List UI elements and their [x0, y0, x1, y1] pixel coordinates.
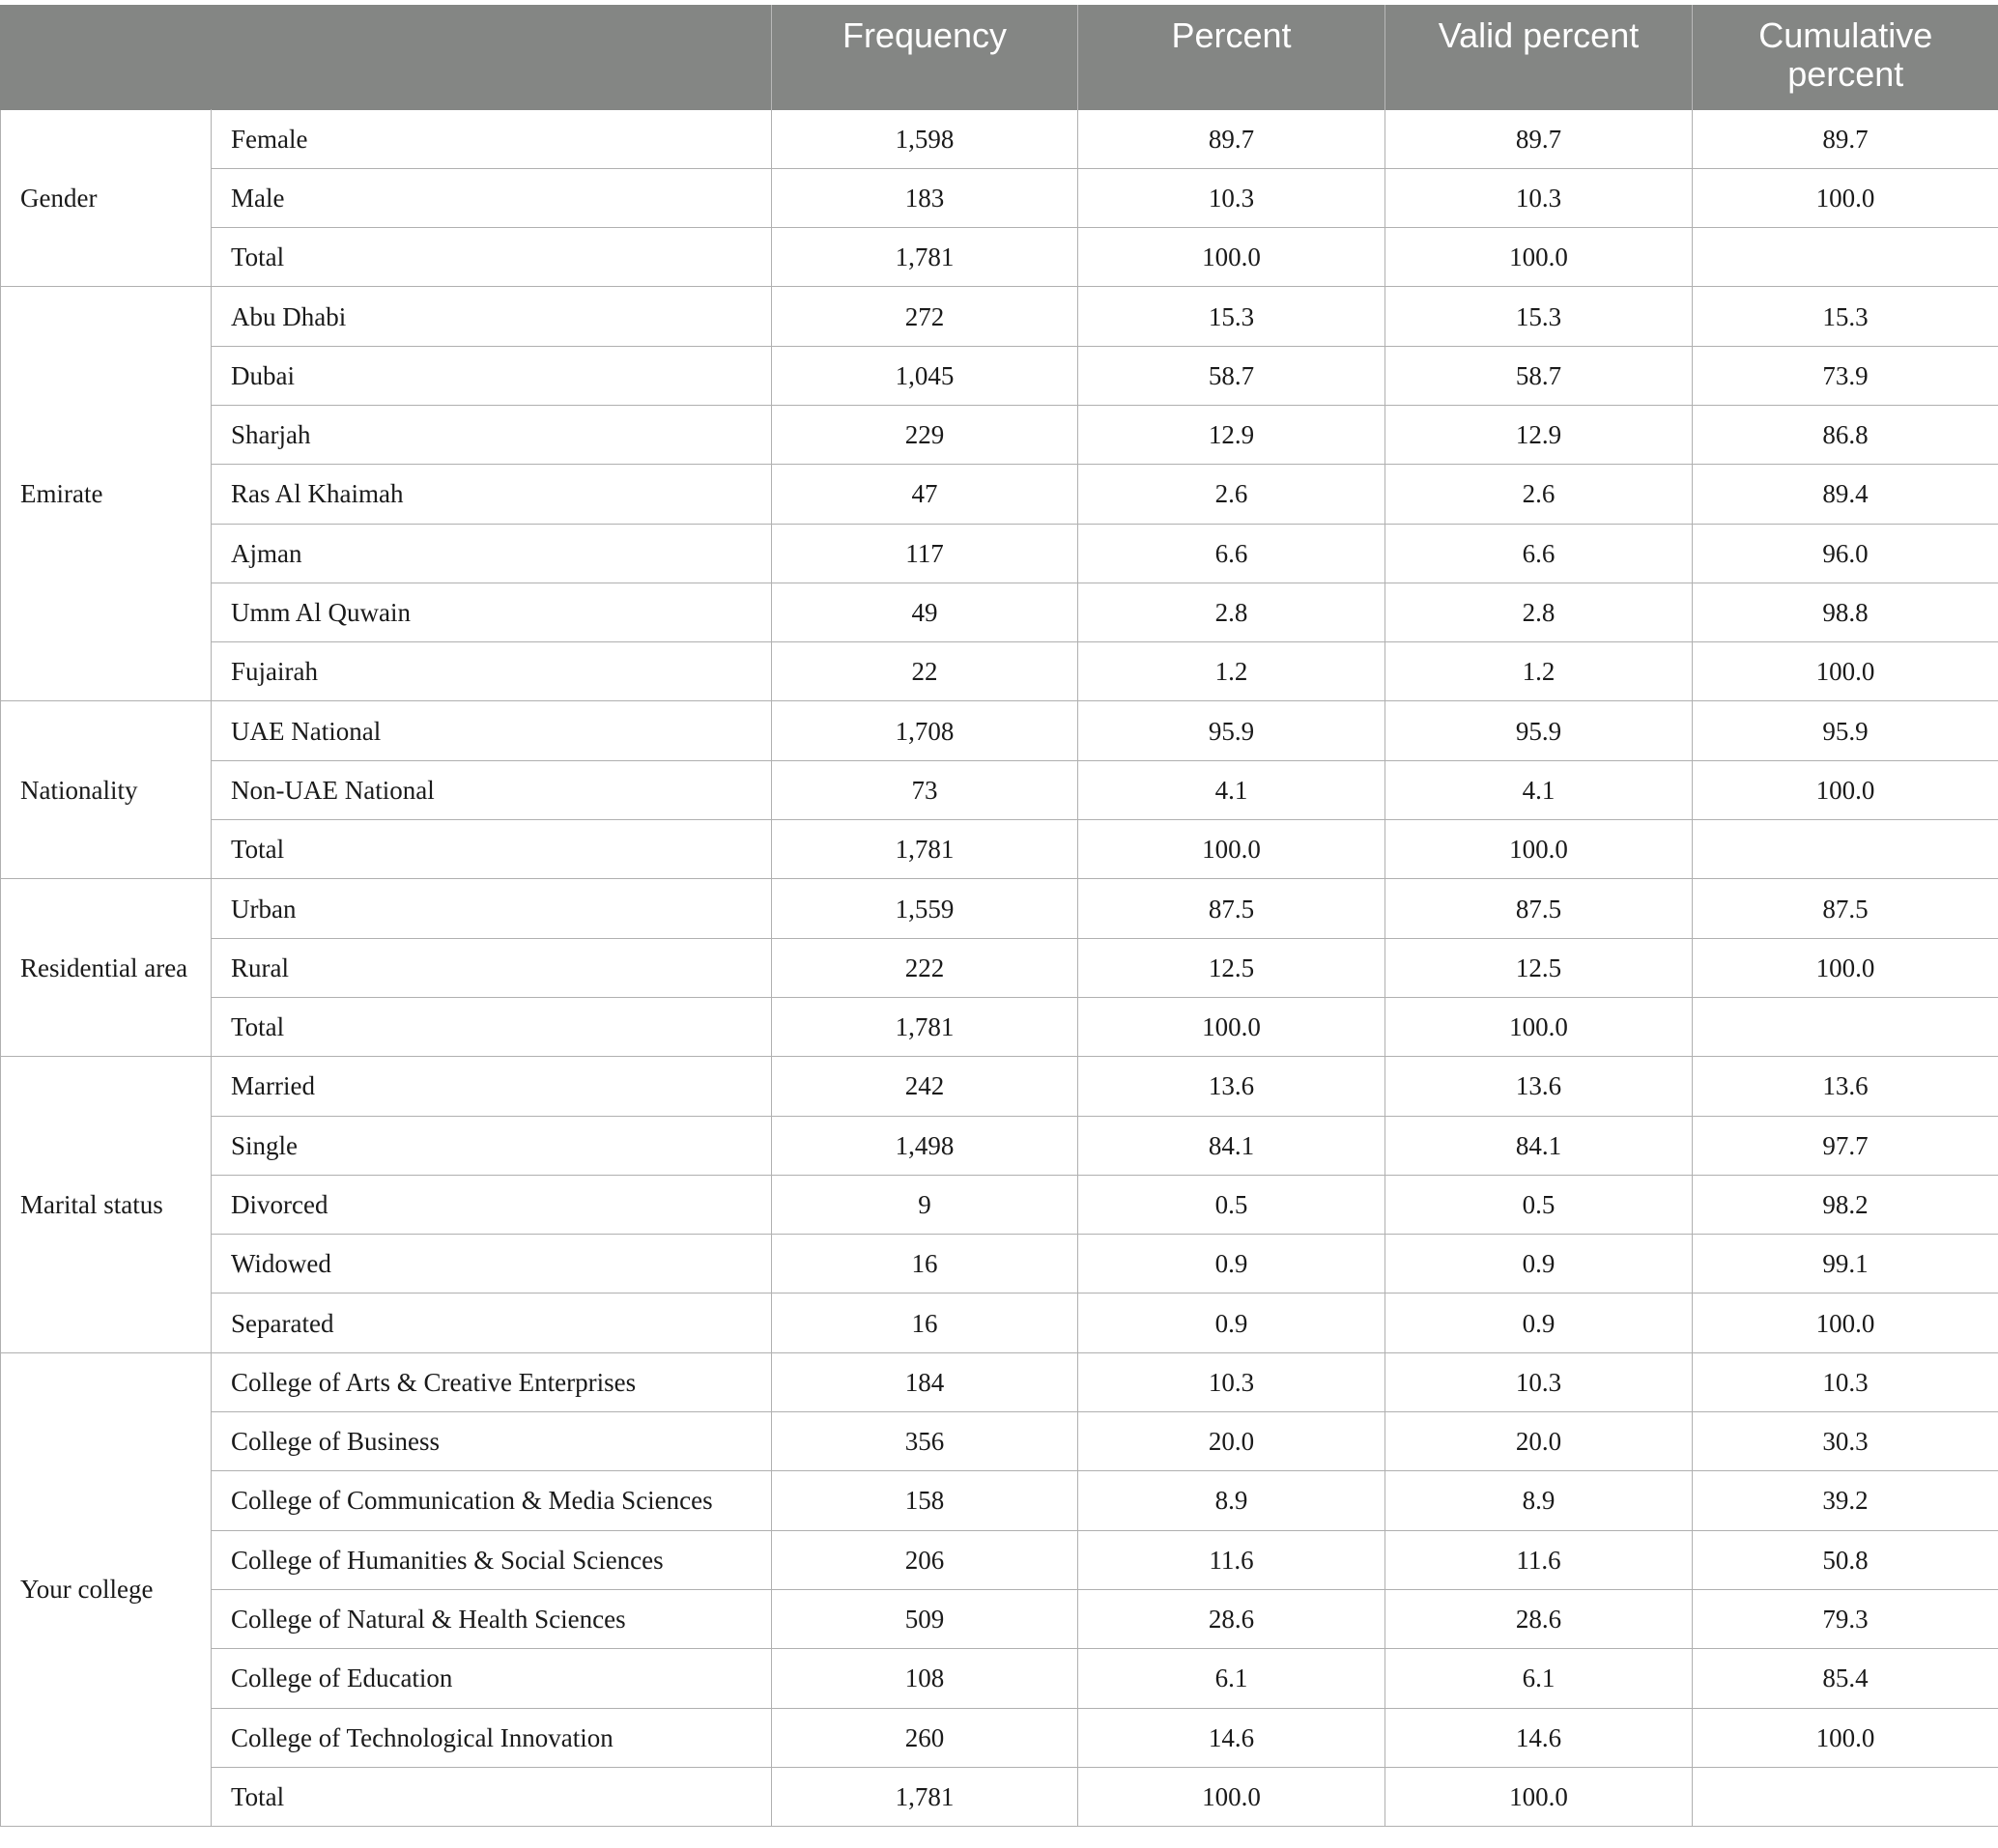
table-row [1, 879, 1998, 938]
table-row [1, 228, 1998, 287]
cumulative-percent-cell: 89.4 [1693, 465, 1998, 524]
valid-percent-cell: 6.1 [1385, 1649, 1693, 1708]
header-percent: Percent [1078, 5, 1385, 109]
frequency-cell: 1,559 [772, 879, 1078, 938]
row-label: Urban [212, 879, 772, 938]
frequency-cell: 1,781 [772, 820, 1078, 879]
cumulative-percent-cell: 50.8 [1693, 1530, 1998, 1589]
percent-cell: 89.7 [1078, 109, 1385, 168]
frequency-cell: 47 [772, 465, 1078, 524]
row-label: Total [212, 997, 772, 1056]
cumulative-percent-cell: 100.0 [1693, 1708, 1998, 1767]
group-label: Marital status [1, 1057, 212, 1352]
table-row [1, 1649, 1998, 1708]
row-label: Female [212, 109, 772, 168]
percent-cell: 58.7 [1078, 346, 1385, 405]
percent-cell: 0.9 [1078, 1294, 1385, 1352]
table-row [1, 1471, 1998, 1530]
valid-percent-cell: 11.6 [1385, 1530, 1693, 1589]
percent-cell: 11.6 [1078, 1530, 1385, 1589]
valid-percent-cell: 20.0 [1385, 1412, 1693, 1471]
valid-percent-cell: 87.5 [1385, 879, 1693, 938]
cumulative-percent-cell [1693, 1767, 1998, 1826]
valid-percent-cell: 15.3 [1385, 287, 1693, 346]
percent-cell: 1.2 [1078, 642, 1385, 701]
group-label: Residential area [1, 879, 212, 1057]
header-cumulative-percent: Cumulative percent [1693, 5, 1998, 109]
cumulative-percent-cell: 79.3 [1693, 1589, 1998, 1648]
cumulative-percent-cell: 98.8 [1693, 583, 1998, 641]
table-row [1, 1708, 1998, 1767]
table-row [1, 1767, 1998, 1826]
percent-cell: 100.0 [1078, 1767, 1385, 1826]
table-row [1, 465, 1998, 524]
row-label: Separated [212, 1294, 772, 1352]
valid-percent-cell: 2.8 [1385, 583, 1693, 641]
percent-cell: 10.3 [1078, 1352, 1385, 1411]
table-row [1, 1294, 1998, 1352]
valid-percent-cell: 0.9 [1385, 1294, 1693, 1352]
cumulative-percent-cell: 100.0 [1693, 1294, 1998, 1352]
frequency-cell: 1,598 [772, 109, 1078, 168]
group-label: Nationality [1, 701, 212, 879]
cumulative-percent-cell: 15.3 [1693, 287, 1998, 346]
valid-percent-cell: 100.0 [1385, 997, 1693, 1056]
frequency-cell: 73 [772, 760, 1078, 819]
table-row [1, 997, 1998, 1056]
valid-percent-cell: 100.0 [1385, 820, 1693, 879]
percent-cell: 2.6 [1078, 465, 1385, 524]
cumulative-percent-cell: 98.2 [1693, 1175, 1998, 1234]
table-row [1, 701, 1998, 760]
row-label: Total [212, 1767, 772, 1826]
valid-percent-cell: 4.1 [1385, 760, 1693, 819]
cumulative-percent-cell [1693, 997, 1998, 1056]
row-label: Abu Dhabi [212, 287, 772, 346]
cumulative-percent-cell [1693, 820, 1998, 879]
table-row [1, 405, 1998, 464]
header-frequency: Frequency [772, 5, 1078, 109]
table-row [1, 346, 1998, 405]
frequency-cell: 356 [772, 1412, 1078, 1471]
percent-cell: 0.5 [1078, 1175, 1385, 1234]
cumulative-percent-cell: 73.9 [1693, 346, 1998, 405]
valid-percent-cell: 95.9 [1385, 701, 1693, 760]
table-row [1, 642, 1998, 701]
valid-percent-cell: 12.9 [1385, 405, 1693, 464]
valid-percent-cell: 28.6 [1385, 1589, 1693, 1648]
table-row [1, 1412, 1998, 1471]
header-row [1, 5, 1998, 109]
row-label: College of Technological Innovation [212, 1708, 772, 1767]
valid-percent-cell: 10.3 [1385, 1352, 1693, 1411]
cumulative-percent-cell: 100.0 [1693, 760, 1998, 819]
table-row [1, 524, 1998, 583]
frequency-cell: 158 [772, 1471, 1078, 1530]
row-label: College of Business [212, 1412, 772, 1471]
group-label: Emirate [1, 287, 212, 701]
percent-cell: 87.5 [1078, 879, 1385, 938]
frequency-cell: 222 [772, 938, 1078, 997]
percent-cell: 15.3 [1078, 287, 1385, 346]
percent-cell: 100.0 [1078, 228, 1385, 287]
cumulative-percent-cell: 89.7 [1693, 109, 1998, 168]
table-row [1, 820, 1998, 879]
valid-percent-cell: 12.5 [1385, 938, 1693, 997]
frequency-cell: 183 [772, 168, 1078, 227]
valid-percent-cell: 8.9 [1385, 1471, 1693, 1530]
row-label: Widowed [212, 1235, 772, 1294]
valid-percent-cell: 1.2 [1385, 642, 1693, 701]
row-label: Married [212, 1057, 772, 1116]
valid-percent-cell: 100.0 [1385, 228, 1693, 287]
percent-cell: 13.6 [1078, 1057, 1385, 1116]
row-label: College of Natural & Health Sciences [212, 1589, 772, 1648]
frequency-cell: 49 [772, 583, 1078, 641]
frequency-cell: 260 [772, 1708, 1078, 1767]
valid-percent-cell: 2.6 [1385, 465, 1693, 524]
percent-cell: 6.6 [1078, 524, 1385, 583]
frequency-cell: 206 [772, 1530, 1078, 1589]
percent-cell: 12.5 [1078, 938, 1385, 997]
table-row [1, 109, 1998, 168]
valid-percent-cell: 58.7 [1385, 346, 1693, 405]
cumulative-percent-cell: 87.5 [1693, 879, 1998, 938]
valid-percent-cell: 13.6 [1385, 1057, 1693, 1116]
row-label: Ajman [212, 524, 772, 583]
frequency-cell: 242 [772, 1057, 1078, 1116]
row-label: Single [212, 1116, 772, 1175]
row-label: College of Humanities & Social Sciences [212, 1530, 772, 1589]
frequency-cell: 1,781 [772, 997, 1078, 1056]
table-row [1, 1530, 1998, 1589]
frequency-cell: 9 [772, 1175, 1078, 1234]
percent-cell: 100.0 [1078, 820, 1385, 879]
frequency-cell: 22 [772, 642, 1078, 701]
row-label: College of Arts & Creative Enterprises [212, 1352, 772, 1411]
table-row [1, 1235, 1998, 1294]
header-category-cell [212, 5, 772, 109]
percent-cell: 12.9 [1078, 405, 1385, 464]
frequency-cell: 16 [772, 1235, 1078, 1294]
percent-cell: 20.0 [1078, 1412, 1385, 1471]
row-label: Dubai [212, 346, 772, 405]
row-label: Fujairah [212, 642, 772, 701]
frequency-cell: 108 [772, 1649, 1078, 1708]
valid-percent-cell: 6.6 [1385, 524, 1693, 583]
percent-cell: 6.1 [1078, 1649, 1385, 1708]
percent-cell: 4.1 [1078, 760, 1385, 819]
cumulative-percent-cell: 13.6 [1693, 1057, 1998, 1116]
row-label: Rural [212, 938, 772, 997]
percent-cell: 100.0 [1078, 997, 1385, 1056]
row-label: Umm Al Quwain [212, 583, 772, 641]
table-row [1, 287, 1998, 346]
cumulative-percent-cell: 100.0 [1693, 168, 1998, 227]
row-label: College of Communication & Media Sciences [212, 1471, 772, 1530]
frequency-cell: 184 [772, 1352, 1078, 1411]
cumulative-percent-cell: 96.0 [1693, 524, 1998, 583]
cumulative-percent-cell: 99.1 [1693, 1235, 1998, 1294]
frequency-cell: 509 [772, 1589, 1078, 1648]
frequency-cell: 272 [772, 287, 1078, 346]
cumulative-percent-cell: 95.9 [1693, 701, 1998, 760]
row-label: Total [212, 228, 772, 287]
cumulative-percent-cell: 30.3 [1693, 1412, 1998, 1471]
percent-cell: 10.3 [1078, 168, 1385, 227]
table-row [1, 1116, 1998, 1175]
cumulative-percent-cell: 100.0 [1693, 938, 1998, 997]
row-label: Divorced [212, 1175, 772, 1234]
valid-percent-cell: 14.6 [1385, 1708, 1693, 1767]
frequency-cell: 1,781 [772, 228, 1078, 287]
header-group-cell [1, 5, 212, 109]
cumulative-percent-cell [1693, 228, 1998, 287]
frequency-cell: 1,781 [772, 1767, 1078, 1826]
cumulative-percent-cell: 100.0 [1693, 642, 1998, 701]
table-header [1, 5, 1998, 109]
frequency-cell: 1,045 [772, 346, 1078, 405]
percent-cell: 95.9 [1078, 701, 1385, 760]
table-body [1, 109, 1998, 1827]
table-row [1, 168, 1998, 227]
table-row [1, 1589, 1998, 1648]
percent-cell: 14.6 [1078, 1708, 1385, 1767]
table-row [1, 1057, 1998, 1116]
frequency-cell: 229 [772, 405, 1078, 464]
frequency-cell: 1,708 [772, 701, 1078, 760]
percent-cell: 28.6 [1078, 1589, 1385, 1648]
group-label: Your college [1, 1352, 212, 1826]
percent-cell: 0.9 [1078, 1235, 1385, 1294]
frequency-table [0, 5, 1998, 1827]
valid-percent-cell: 10.3 [1385, 168, 1693, 227]
cumulative-percent-cell: 97.7 [1693, 1116, 1998, 1175]
valid-percent-cell: 84.1 [1385, 1116, 1693, 1175]
table-row [1, 938, 1998, 997]
row-label: Ras Al Khaimah [212, 465, 772, 524]
frequency-cell: 16 [772, 1294, 1078, 1352]
frequency-cell: 117 [772, 524, 1078, 583]
table-row [1, 1352, 1998, 1411]
row-label: Sharjah [212, 405, 772, 464]
percent-cell: 8.9 [1078, 1471, 1385, 1530]
cumulative-percent-cell: 85.4 [1693, 1649, 1998, 1708]
row-label: Total [212, 820, 772, 879]
table-row [1, 760, 1998, 819]
cumulative-percent-cell: 39.2 [1693, 1471, 1998, 1530]
row-label: UAE National [212, 701, 772, 760]
valid-percent-cell: 0.5 [1385, 1175, 1693, 1234]
cumulative-percent-cell: 86.8 [1693, 405, 1998, 464]
percent-cell: 2.8 [1078, 583, 1385, 641]
valid-percent-cell: 100.0 [1385, 1767, 1693, 1826]
row-label: Non-UAE National [212, 760, 772, 819]
table-row [1, 1175, 1998, 1234]
frequency-cell: 1,498 [772, 1116, 1078, 1175]
table-row [1, 583, 1998, 641]
valid-percent-cell: 89.7 [1385, 109, 1693, 168]
percent-cell: 84.1 [1078, 1116, 1385, 1175]
group-label: Gender [1, 109, 212, 287]
row-label: Male [212, 168, 772, 227]
cumulative-percent-cell: 10.3 [1693, 1352, 1998, 1411]
valid-percent-cell: 0.9 [1385, 1235, 1693, 1294]
header-valid-percent: Valid percent [1385, 5, 1693, 109]
row-label: College of Education [212, 1649, 772, 1708]
